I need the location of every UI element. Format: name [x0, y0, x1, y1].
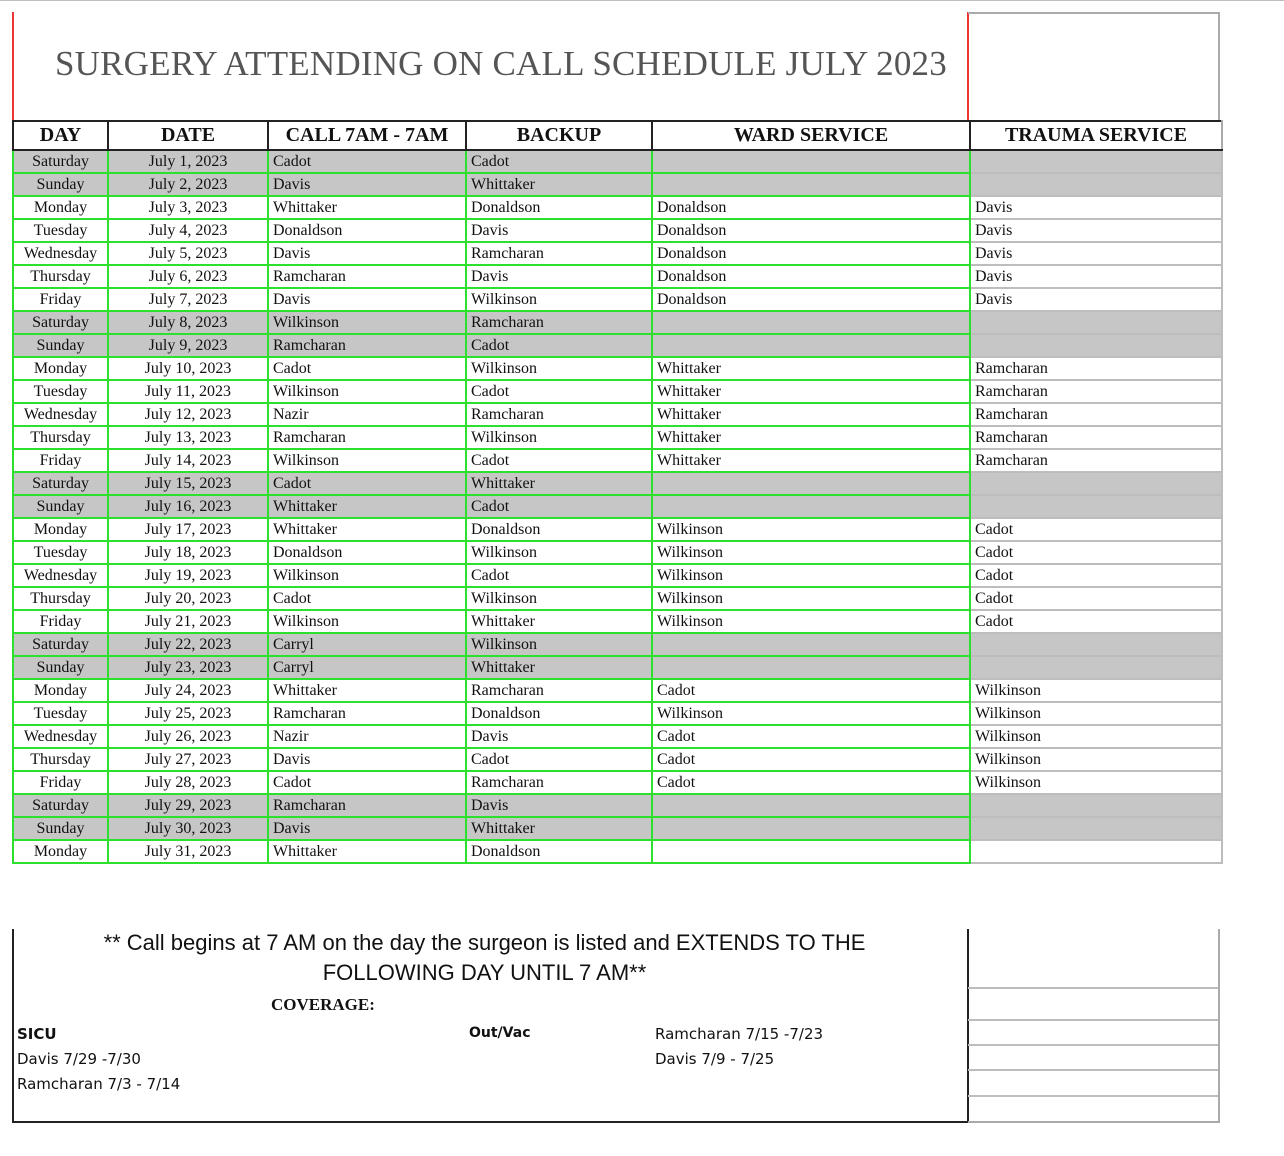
table-row — [13, 219, 1222, 242]
date-cell: July 6, 2023 — [108, 265, 268, 288]
sicu-entry: Ramcharan 7/3 - 7/14 — [17, 1075, 181, 1093]
ward-service-cell: Wilkinson — [652, 518, 970, 541]
table-row — [13, 380, 1222, 403]
call-cell: Whittaker — [268, 196, 466, 219]
table-row — [13, 334, 1222, 357]
trauma-service-cell: Wilkinson — [970, 771, 1222, 794]
trauma-service-cell: Ramcharan — [970, 403, 1222, 426]
backup-cell: Cadot — [466, 495, 652, 518]
ward-service-cell: Donaldson — [652, 265, 970, 288]
call-cell: Ramcharan — [268, 426, 466, 449]
date-cell: July 5, 2023 — [108, 242, 268, 265]
sicu-entry: Davis 7/29 -7/30 — [17, 1050, 141, 1068]
date-cell: July 30, 2023 — [108, 817, 268, 840]
trauma-service-cell: Davis — [970, 265, 1222, 288]
ward-service-cell — [652, 334, 970, 357]
ward-service-cell: Whittaker — [652, 357, 970, 380]
call-cell: Wilkinson — [268, 610, 466, 633]
table-row — [13, 173, 1222, 196]
call-cell: Cadot — [268, 771, 466, 794]
day-cell: Saturday — [13, 794, 108, 817]
day-cell: Friday — [13, 449, 108, 472]
day-cell: Wednesday — [13, 403, 108, 426]
backup-cell: Wilkinson — [466, 288, 652, 311]
ward-service-cell — [652, 472, 970, 495]
call-cell: Cadot — [268, 150, 466, 173]
table-row — [13, 311, 1222, 334]
date-cell: July 17, 2023 — [108, 518, 268, 541]
date-cell: July 1, 2023 — [108, 150, 268, 173]
date-cell: July 31, 2023 — [108, 840, 268, 863]
table-row — [13, 196, 1222, 219]
date-cell: July 14, 2023 — [108, 449, 268, 472]
table-row — [13, 518, 1222, 541]
header-day: DAY — [13, 121, 108, 150]
ward-service-cell — [652, 311, 970, 334]
day-cell: Sunday — [13, 495, 108, 518]
ward-service-cell: Whittaker — [652, 380, 970, 403]
call-cell: Whittaker — [268, 518, 466, 541]
day-cell: Friday — [13, 771, 108, 794]
ward-service-cell: Wilkinson — [652, 610, 970, 633]
table-row — [13, 150, 1222, 173]
trauma-footer-rule — [968, 987, 1218, 989]
trauma-service-cell — [970, 633, 1222, 656]
trauma-service-cell: Ramcharan — [970, 426, 1222, 449]
trauma-service-cell: Ramcharan — [970, 357, 1222, 380]
table-row — [13, 771, 1222, 794]
table-row — [13, 288, 1222, 311]
table-row — [13, 449, 1222, 472]
backup-cell: Wilkinson — [466, 633, 652, 656]
day-cell: Monday — [13, 357, 108, 380]
trauma-service-cell: Cadot — [970, 541, 1222, 564]
call-cell: Cadot — [268, 587, 466, 610]
day-cell: Thursday — [13, 426, 108, 449]
call-cell: Ramcharan — [268, 794, 466, 817]
backup-cell: Davis — [466, 265, 652, 288]
trauma-service-cell: Ramcharan — [970, 380, 1222, 403]
day-cell: Friday — [13, 288, 108, 311]
trauma-service-cell — [970, 472, 1222, 495]
date-cell: July 22, 2023 — [108, 633, 268, 656]
trauma-service-cell: Wilkinson — [970, 679, 1222, 702]
header-trauma-service: TRAUMA SERVICE — [970, 121, 1222, 150]
backup-cell: Ramcharan — [466, 679, 652, 702]
table-row — [13, 610, 1222, 633]
trauma-footer-rule — [968, 1069, 1218, 1071]
table-row — [13, 656, 1222, 679]
backup-cell: Whittaker — [466, 173, 652, 196]
day-cell: Monday — [13, 840, 108, 863]
day-cell: Monday — [13, 518, 108, 541]
call-cell: Carryl — [268, 633, 466, 656]
trauma-service-cell — [970, 794, 1222, 817]
out-vac-entry: Davis 7/9 - 7/25 — [655, 1050, 775, 1068]
table-row — [13, 495, 1222, 518]
ward-service-cell — [652, 150, 970, 173]
schedule-table — [12, 120, 1223, 864]
backup-cell: Whittaker — [466, 610, 652, 633]
trauma-service-cell — [970, 495, 1222, 518]
ward-service-cell: Donaldson — [652, 219, 970, 242]
table-row — [13, 357, 1222, 380]
trauma-service-cell: Davis — [970, 219, 1222, 242]
table-row — [13, 702, 1222, 725]
backup-cell: Whittaker — [466, 656, 652, 679]
date-cell: July 27, 2023 — [108, 748, 268, 771]
table-row — [13, 265, 1222, 288]
ward-service-cell — [652, 794, 970, 817]
table-row — [13, 242, 1222, 265]
table-row — [13, 817, 1222, 840]
page-top-rule — [0, 0, 1284, 1]
trauma-header-spacer — [968, 12, 1220, 120]
day-cell: Wednesday — [13, 725, 108, 748]
trauma-service-cell: Wilkinson — [970, 725, 1222, 748]
table-row — [13, 472, 1222, 495]
date-cell: July 20, 2023 — [108, 587, 268, 610]
backup-cell: Cadot — [466, 449, 652, 472]
date-cell: July 25, 2023 — [108, 702, 268, 725]
trauma-service-cell: Ramcharan — [970, 449, 1222, 472]
trauma-service-cell: Cadot — [970, 518, 1222, 541]
day-cell: Saturday — [13, 150, 108, 173]
trauma-service-cell: Cadot — [970, 587, 1222, 610]
backup-cell: Wilkinson — [466, 587, 652, 610]
day-cell: Monday — [13, 679, 108, 702]
trauma-service-cell — [970, 656, 1222, 679]
out-vac-entry: Ramcharan 7/15 -7/23 — [655, 1025, 824, 1043]
call-cell: Ramcharan — [268, 265, 466, 288]
table-row — [13, 633, 1222, 656]
ward-service-cell: Donaldson — [652, 242, 970, 265]
backup-cell: Whittaker — [466, 817, 652, 840]
ward-service-cell: Wilkinson — [652, 587, 970, 610]
backup-cell: Donaldson — [466, 840, 652, 863]
date-cell: July 9, 2023 — [108, 334, 268, 357]
call-cell: Davis — [268, 288, 466, 311]
call-cell: Nazir — [268, 725, 466, 748]
day-cell: Saturday — [13, 311, 108, 334]
backup-cell: Donaldson — [466, 518, 652, 541]
call-cell: Whittaker — [268, 495, 466, 518]
trauma-service-cell — [970, 817, 1222, 840]
date-cell: July 3, 2023 — [108, 196, 268, 219]
trauma-service-cell: Davis — [970, 288, 1222, 311]
ward-service-cell: Donaldson — [652, 196, 970, 219]
date-cell: July 24, 2023 — [108, 679, 268, 702]
call-cell: Ramcharan — [268, 334, 466, 357]
day-cell: Sunday — [13, 334, 108, 357]
backup-cell: Whittaker — [466, 472, 652, 495]
date-cell: July 19, 2023 — [108, 564, 268, 587]
ward-service-cell: Cadot — [652, 725, 970, 748]
table-row — [13, 564, 1222, 587]
call-cell: Whittaker — [268, 679, 466, 702]
ward-service-cell: Whittaker — [652, 449, 970, 472]
call-cell: Donaldson — [268, 219, 466, 242]
coverage-label: COVERAGE: — [271, 995, 375, 1014]
day-cell: Tuesday — [13, 702, 108, 725]
date-cell: July 15, 2023 — [108, 472, 268, 495]
day-cell: Saturday — [13, 472, 108, 495]
table-row — [13, 794, 1222, 817]
call-cell: Davis — [268, 748, 466, 771]
ward-service-cell — [652, 817, 970, 840]
backup-cell: Ramcharan — [466, 403, 652, 426]
header-call: CALL 7AM - 7AM — [268, 121, 466, 150]
backup-cell: Cadot — [466, 334, 652, 357]
backup-cell: Davis — [466, 219, 652, 242]
table-row — [13, 426, 1222, 449]
ward-service-cell: Wilkinson — [652, 564, 970, 587]
table-row — [13, 679, 1222, 702]
day-cell: Tuesday — [13, 219, 108, 242]
trauma-service-cell: Cadot — [970, 564, 1222, 587]
backup-cell: Wilkinson — [466, 541, 652, 564]
day-cell: Thursday — [13, 748, 108, 771]
backup-cell: Wilkinson — [466, 357, 652, 380]
call-cell: Wilkinson — [268, 380, 466, 403]
date-cell: July 23, 2023 — [108, 656, 268, 679]
day-cell: Sunday — [13, 656, 108, 679]
date-cell: July 8, 2023 — [108, 311, 268, 334]
call-cell: Donaldson — [268, 541, 466, 564]
call-cell: Whittaker — [268, 840, 466, 863]
trauma-service-cell: Wilkinson — [970, 748, 1222, 771]
day-cell: Wednesday — [13, 564, 108, 587]
day-cell: Tuesday — [13, 380, 108, 403]
backup-cell: Wilkinson — [466, 426, 652, 449]
call-cell: Davis — [268, 242, 466, 265]
backup-cell: Cadot — [466, 564, 652, 587]
date-cell: July 28, 2023 — [108, 771, 268, 794]
table-row — [13, 587, 1222, 610]
sicu-label: SICU — [17, 1025, 57, 1043]
day-cell: Monday — [13, 196, 108, 219]
ward-service-cell — [652, 495, 970, 518]
ward-service-cell: Cadot — [652, 679, 970, 702]
ward-service-cell — [652, 633, 970, 656]
backup-cell: Ramcharan — [466, 771, 652, 794]
header-row — [13, 121, 1222, 150]
ward-service-cell: Cadot — [652, 748, 970, 771]
day-cell: Sunday — [13, 817, 108, 840]
day-cell: Saturday — [13, 633, 108, 656]
call-cell: Davis — [268, 817, 466, 840]
call-policy-line-1: ** Call begins at 7 AM on the day the surgeon is listed and EXTENDS TO THE — [103, 930, 866, 955]
backup-cell: Cadot — [466, 380, 652, 403]
trauma-footer-rule — [968, 1019, 1218, 1021]
ward-service-cell — [652, 656, 970, 679]
day-cell: Wednesday — [13, 242, 108, 265]
backup-cell: Davis — [466, 794, 652, 817]
table-row — [13, 840, 1222, 863]
trauma-service-cell: Cadot — [970, 610, 1222, 633]
call-policy-note — [0, 928, 969, 988]
date-cell: July 11, 2023 — [108, 380, 268, 403]
ward-service-cell: Whittaker — [652, 426, 970, 449]
table-row — [13, 748, 1222, 771]
day-cell: Tuesday — [13, 541, 108, 564]
backup-cell: Donaldson — [466, 702, 652, 725]
trauma-footer-rule — [968, 1095, 1218, 1097]
header-date: DATE — [108, 121, 268, 150]
trauma-service-cell — [970, 334, 1222, 357]
table-row — [13, 541, 1222, 564]
trauma-footer-box — [968, 929, 1220, 1123]
call-cell: Cadot — [268, 357, 466, 380]
header-ward-service: WARD SERVICE — [652, 121, 970, 150]
trauma-service-cell — [970, 840, 1222, 863]
date-cell: July 12, 2023 — [108, 403, 268, 426]
table-row — [13, 403, 1222, 426]
call-cell: Nazir — [268, 403, 466, 426]
backup-cell: Cadot — [466, 150, 652, 173]
date-cell: July 21, 2023 — [108, 610, 268, 633]
call-cell: Ramcharan — [268, 702, 466, 725]
page-title: SURGERY ATTENDING ON CALL SCHEDULE JULY 2023 — [55, 44, 947, 83]
backup-cell: Davis — [466, 725, 652, 748]
trauma-footer-rule — [968, 1044, 1218, 1046]
call-cell: Wilkinson — [268, 449, 466, 472]
backup-cell: Cadot — [466, 748, 652, 771]
date-cell: July 13, 2023 — [108, 426, 268, 449]
date-cell: July 16, 2023 — [108, 495, 268, 518]
trauma-service-cell: Davis — [970, 242, 1222, 265]
backup-cell: Donaldson — [466, 196, 652, 219]
day-cell: Thursday — [13, 587, 108, 610]
call-cell: Davis — [268, 173, 466, 196]
date-cell: July 2, 2023 — [108, 173, 268, 196]
ward-service-cell: Donaldson — [652, 288, 970, 311]
date-cell: July 10, 2023 — [108, 357, 268, 380]
date-cell: July 7, 2023 — [108, 288, 268, 311]
title-block — [12, 12, 969, 120]
call-cell: Wilkinson — [268, 564, 466, 587]
date-cell: July 4, 2023 — [108, 219, 268, 242]
date-cell: July 18, 2023 — [108, 541, 268, 564]
out-vac-label: Out/Vac — [469, 1025, 531, 1041]
trauma-service-cell — [970, 173, 1222, 196]
trauma-service-cell: Wilkinson — [970, 702, 1222, 725]
ward-service-cell — [652, 173, 970, 196]
call-policy-line-2: FOLLOWING DAY UNTIL 7 AM** — [322, 960, 647, 985]
ward-service-cell: Wilkinson — [652, 702, 970, 725]
day-cell: Friday — [13, 610, 108, 633]
table-row — [13, 725, 1222, 748]
trauma-service-cell: Davis — [970, 196, 1222, 219]
schedule-body — [13, 150, 1222, 863]
ward-service-cell: Wilkinson — [652, 541, 970, 564]
date-cell: July 29, 2023 — [108, 794, 268, 817]
trauma-service-cell — [970, 311, 1222, 334]
call-cell: Carryl — [268, 656, 466, 679]
ward-service-cell: Whittaker — [652, 403, 970, 426]
backup-cell: Ramcharan — [466, 311, 652, 334]
trauma-service-cell — [970, 150, 1222, 173]
call-cell: Wilkinson — [268, 311, 466, 334]
header-backup: BACKUP — [466, 121, 652, 150]
day-cell: Thursday — [13, 265, 108, 288]
day-cell: Sunday — [13, 173, 108, 196]
backup-cell: Ramcharan — [466, 242, 652, 265]
ward-service-cell — [652, 840, 970, 863]
call-cell: Cadot — [268, 472, 466, 495]
date-cell: July 26, 2023 — [108, 725, 268, 748]
ward-service-cell: Cadot — [652, 771, 970, 794]
